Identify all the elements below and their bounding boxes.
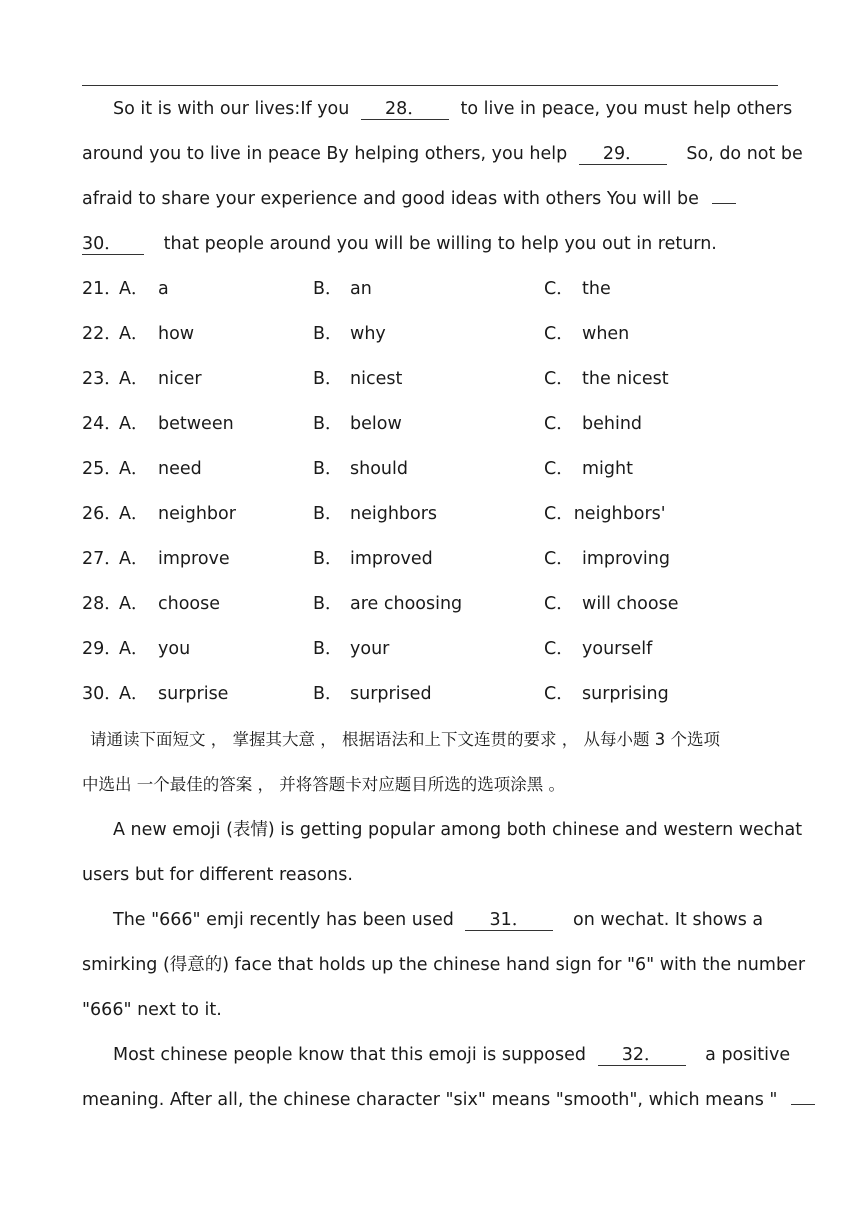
text: So, do not be (686, 144, 803, 164)
option-letter: A． (119, 594, 149, 614)
option-letter: C． (544, 279, 574, 299)
text: meaning. After all, the chinese character "six" means "smooth", which means " (82, 1090, 778, 1110)
question-number: 25． (82, 459, 122, 479)
question-number: 27． (82, 549, 122, 569)
question-number: 29． (82, 639, 122, 659)
answer-blank-30-start[interactable] (712, 203, 736, 204)
option-letter: C． (544, 459, 574, 479)
text: Most chinese people know that this emoji is supposed (113, 1045, 586, 1065)
instruction-line: 中选出 一个最佳的答案 ， 并将答题卡对应题目所选的选项涂黑 。 (82, 775, 565, 794)
option-b[interactable]: an (350, 279, 372, 299)
answer-blank-29[interactable]: 29． (579, 144, 667, 165)
option-a[interactable]: a (158, 279, 169, 299)
option-letter: B． (313, 504, 343, 524)
option-letter: A． (119, 684, 149, 704)
option-a[interactable]: need (158, 459, 202, 479)
header-rule (82, 85, 778, 86)
option-letter: C． (544, 369, 574, 389)
question-number: 30． (82, 684, 122, 704)
instruction-line: 请通读下面短文 ， 掌握其大意 ， 根据语法和上下文连贯的要求 ， 从每小题 3 个选项 (90, 730, 720, 749)
option-c[interactable]: surprising (582, 684, 669, 704)
passage-line: users but for different reasons. (82, 865, 353, 885)
option-letter: C． (544, 594, 574, 614)
option-b[interactable]: are choosing (350, 594, 463, 614)
option-a[interactable]: nicer (158, 369, 202, 389)
option-b[interactable]: improved (350, 549, 433, 569)
option-c[interactable]: when (582, 324, 630, 344)
option-b[interactable]: why (350, 324, 386, 344)
option-c[interactable]: behind (582, 414, 643, 434)
option-letter: B． (313, 459, 343, 479)
option-c[interactable]: improving (582, 549, 670, 569)
option-b[interactable]: your (350, 639, 390, 659)
text: afraid to share your experience and good ideas with others You will be (82, 189, 699, 209)
question-number: 23． (82, 369, 122, 389)
option-a[interactable]: choose (158, 594, 221, 614)
option-letter: A． (119, 549, 149, 569)
question-number: 24． (82, 414, 122, 434)
option-letter: A． (119, 504, 149, 524)
option-c[interactable]: the (582, 279, 611, 299)
passage-line (82, 187, 736, 211)
option-letter: C． (544, 549, 574, 569)
option-b[interactable]: surprised (350, 684, 432, 704)
answer-blank-31[interactable]: 31． (465, 910, 553, 931)
answer-blank-33-start[interactable] (791, 1104, 815, 1105)
passage-line (113, 908, 763, 932)
text: a positive (705, 1045, 791, 1065)
option-letter: A． (119, 279, 149, 299)
option-letter: B． (313, 639, 343, 659)
passage-line (82, 1088, 815, 1112)
option-letter: A． (119, 414, 149, 434)
passage-line (113, 97, 792, 121)
option-b[interactable]: should (350, 459, 408, 479)
passage-line: "666" next to it. (82, 1000, 222, 1020)
option-c[interactable]: yourself (582, 639, 653, 659)
option-a[interactable]: you (158, 639, 191, 659)
option-letter: A． (119, 369, 149, 389)
answer-blank-32[interactable]: 32． (598, 1045, 686, 1066)
text: on wechat. It shows a (573, 910, 764, 930)
option-letter: C． (544, 639, 574, 659)
option-letter: B． (313, 684, 343, 704)
option-letter: C． (544, 324, 574, 344)
option-c[interactable]: the nicest (582, 369, 669, 389)
option-letter: C． (544, 684, 574, 704)
question-number: 21． (82, 279, 122, 299)
question-number: 26． (82, 504, 122, 524)
option-b[interactable]: below (350, 414, 402, 434)
option-c[interactable]: might (582, 459, 633, 479)
option-letter: B． (313, 594, 343, 614)
text: around you to live in peace By helping others, you help (82, 144, 568, 164)
passage-line: A new emoji (表情) is getting popular among both chinese and western wechat (113, 820, 803, 840)
passage-line (82, 142, 803, 166)
option-letter: B． (313, 549, 343, 569)
option-a[interactable]: how (158, 324, 195, 344)
passage-line: smirking (得意的) face that holds up the chinese hand sign for "6" with the number (82, 955, 806, 975)
option-a[interactable]: between (158, 414, 234, 434)
option-letter: A． (119, 639, 149, 659)
option-c[interactable]: will choose (582, 594, 679, 614)
passage-line (113, 1043, 790, 1067)
option-b[interactable]: nicest (350, 369, 403, 389)
option-letter: A． (119, 459, 149, 479)
option-c[interactable]: C．neighbors' (544, 504, 666, 524)
question-number: 28． (82, 594, 122, 614)
text: that people around you will be willing to help you out in return. (163, 234, 717, 254)
text: So it is with our lives:If you (113, 99, 350, 119)
option-a[interactable]: improve (158, 549, 230, 569)
question-number: 22． (82, 324, 122, 344)
answer-blank-28[interactable]: 28． (361, 99, 449, 120)
option-b[interactable]: neighbors (350, 504, 438, 524)
option-letter: B． (313, 414, 343, 434)
option-a[interactable]: surprise (158, 684, 229, 704)
text: The "666" emji recently has been used (113, 910, 454, 930)
option-a[interactable]: neighbor (158, 504, 236, 524)
answer-blank-30[interactable]: 30． (82, 234, 144, 255)
option-letter: B． (313, 324, 343, 344)
text: to live in peace, you must help others (460, 99, 793, 119)
option-letter: C． (544, 414, 574, 434)
option-letter: B． (313, 279, 343, 299)
passage-line (82, 232, 717, 256)
option-letter: A． (119, 324, 149, 344)
option-letter: B． (313, 369, 343, 389)
